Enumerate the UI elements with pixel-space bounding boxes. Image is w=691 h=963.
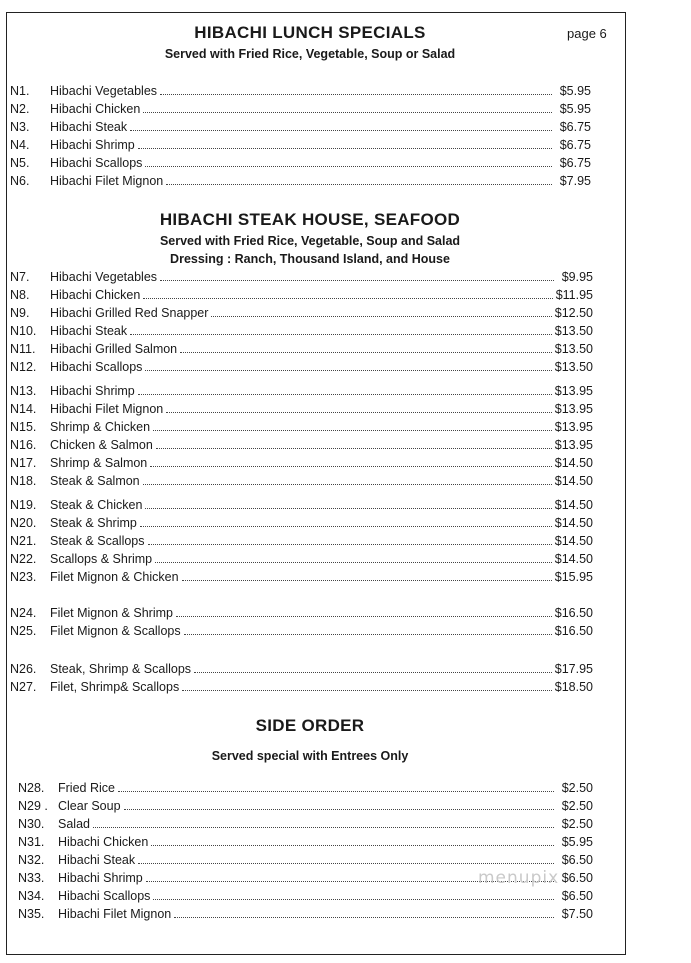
menu-item-price: $9.95 (561, 270, 593, 284)
menu-item-price: $2.50 (561, 799, 593, 813)
menu-item-price: $5.95 (559, 84, 591, 98)
menu-item-name: Hibachi Scallops (50, 360, 143, 374)
dot-leader (160, 84, 552, 95)
menu-item-code: N32. (18, 853, 45, 867)
menu-item-code: N8. (10, 288, 30, 302)
menu-item-code: N20. (10, 516, 37, 530)
menu-item-price: $14.50 (554, 534, 593, 548)
menu-item-row (10, 420, 593, 436)
menu-item-code: N28. (18, 781, 45, 795)
menu-item-name: Shrimp & Salmon (50, 456, 148, 470)
menu-item-code: N2. (10, 102, 30, 116)
menu-item-name: Hibachi Filet Mignon (50, 402, 164, 416)
menu-item-name: Filet Mignon & Chicken (50, 570, 179, 584)
dot-leader (156, 438, 552, 449)
menu-item-name: Hibachi Scallops (58, 889, 151, 903)
menu-item-row (10, 84, 591, 100)
menu-item-name: Steak, Shrimp & Scallops (50, 662, 192, 676)
menu-item-name: Hibachi Vegetables (50, 270, 158, 284)
menu-item-row (18, 835, 593, 851)
menu-item-code: N30. (18, 817, 45, 831)
section-subtitle-dressing: Dressing : Ranch, Thousand Island, and House (170, 252, 450, 266)
menu-item-price: $13.95 (554, 384, 593, 398)
menu-item-name: Hibachi Chicken (50, 102, 141, 116)
dot-leader (151, 835, 554, 846)
dot-leader (166, 402, 552, 413)
dot-leader (140, 516, 552, 527)
menu-item-code: N22. (10, 552, 37, 566)
section-title-steak-house-seafood: HIBACHI STEAK HOUSE, SEAFOOD (159, 210, 461, 229)
menu-item-row (10, 474, 593, 490)
menu-item-name: Steak & Chicken (50, 498, 143, 512)
menu-item-name: Filet, Shrimp& Scallops (50, 680, 180, 694)
dot-leader (145, 498, 551, 509)
menu-item-name: Hibachi Shrimp (50, 384, 135, 398)
section-subtitle: Served with Fried Rice, Vegetable, Soup and Salad (159, 234, 461, 248)
menu-item-row (10, 174, 591, 190)
menu-item-row (10, 552, 593, 568)
menu-item-row (10, 498, 593, 514)
menu-item-code: N31. (18, 835, 45, 849)
menu-item-price: $14.50 (554, 498, 593, 512)
menu-item-name: Hibachi Vegetables (50, 84, 158, 98)
menu-item-code: N9. (10, 306, 30, 320)
menu-item-price: $13.95 (554, 420, 593, 434)
menu-item-row (18, 817, 593, 833)
dot-leader (182, 680, 552, 691)
menu-item-code: N33. (18, 871, 45, 885)
menu-item-name: Hibachi Shrimp (58, 871, 143, 885)
dot-leader (160, 270, 554, 281)
menu-item-code: N13. (10, 384, 37, 398)
menu-item-name: Hibachi Steak (58, 853, 136, 867)
dot-leader (150, 456, 552, 467)
section-subtitle: Served with Fried Rice, Vegetable, Soup or Salad (164, 47, 456, 61)
menu-item-code: N10. (10, 324, 37, 338)
menu-item-name: Hibachi Scallops (50, 156, 143, 170)
menu-item-name: Shrimp & Chicken (50, 420, 151, 434)
menu-item-code: N26. (10, 662, 37, 676)
menu-item-name: Hibachi Filet Mignon (58, 907, 172, 921)
menu-item-name: Fried Rice (58, 781, 115, 795)
menu-item-price: $17.95 (554, 662, 593, 676)
menu-item-code: N4. (10, 138, 30, 152)
menu-item-row (10, 102, 591, 118)
menu-item-name: Hibachi Chicken (58, 835, 149, 849)
page-number: page 6 (567, 26, 607, 41)
menu-item-name: Steak & Shrimp (50, 516, 137, 530)
menu-item-row (10, 624, 593, 640)
dot-leader (155, 552, 552, 563)
dot-leader (138, 138, 552, 149)
menu-item-code: N35. (18, 907, 45, 921)
menu-item-code: N3. (10, 120, 30, 134)
menu-item-price: $7.50 (561, 907, 593, 921)
dot-leader (176, 606, 552, 617)
menu-item-price: $5.95 (559, 102, 591, 116)
menu-item-name: Hibachi Grilled Salmon (50, 342, 178, 356)
dot-leader (153, 420, 552, 431)
menu-item-row (10, 342, 593, 358)
menu-item-code: N7. (10, 270, 30, 284)
menu-item-name: Hibachi Steak (50, 120, 128, 134)
dot-leader (184, 624, 552, 635)
menu-item-price: $13.50 (554, 360, 593, 374)
menu-item-code: N15. (10, 420, 37, 434)
menu-item-price: $7.95 (559, 174, 591, 188)
menu-item-price: $12.50 (554, 306, 593, 320)
menu-item-row (10, 680, 593, 696)
menu-item-name: Hibachi Steak (50, 324, 128, 338)
menu-item-row (10, 662, 593, 678)
menu-item-price: $14.50 (554, 474, 593, 488)
menu-item-name: Steak & Scallops (50, 534, 145, 548)
dot-leader (153, 889, 554, 900)
menu-item-code: N34. (18, 889, 45, 903)
menu-item-price: $14.50 (554, 552, 593, 566)
menu-item-code: N21. (10, 534, 37, 548)
menu-item-price: $14.50 (554, 516, 593, 530)
menu-item-row (18, 907, 593, 923)
menu-item-code: N5. (10, 156, 30, 170)
menu-item-price: $6.50 (561, 871, 593, 885)
menu-item-row (10, 570, 593, 586)
menu-item-price: $16.50 (554, 624, 593, 638)
menu-item-price: $14.50 (554, 456, 593, 470)
menu-item-price: $6.75 (559, 156, 591, 170)
dot-leader (145, 360, 551, 371)
dot-leader (148, 534, 552, 545)
dot-leader (143, 474, 552, 485)
dot-leader (143, 102, 552, 113)
menu-item-price: $18.50 (554, 680, 593, 694)
menu-item-row (18, 799, 593, 815)
menu-item-row (18, 781, 593, 797)
dot-leader (138, 384, 552, 395)
dot-leader (145, 156, 552, 167)
menu-item-row (10, 456, 593, 472)
menu-item-code: N14. (10, 402, 37, 416)
menu-item-code: N19. (10, 498, 37, 512)
menu-item-price: $11.95 (555, 288, 593, 302)
dot-leader (194, 662, 552, 673)
menu-item-code: N16. (10, 438, 37, 452)
menu-item-price: $2.50 (561, 781, 593, 795)
menu-item-code: N29 . (18, 799, 48, 813)
menu-item-code: N17. (10, 456, 37, 470)
dot-leader (124, 799, 554, 810)
menu-item-code: N27. (10, 680, 37, 694)
menu-item-row (10, 438, 593, 454)
menu-item-name: Hibachi Filet Mignon (50, 174, 164, 188)
menu-item-price: $6.75 (559, 120, 591, 134)
menu-item-row (10, 516, 593, 532)
menu-item-price: $16.50 (554, 606, 593, 620)
section-subtitle: Served special with Entrees Only (211, 749, 409, 763)
menu-item-code: N24. (10, 606, 37, 620)
menu-item-name: Steak & Salmon (50, 474, 140, 488)
menu-item-code: N25. (10, 624, 37, 638)
menu-item-name: Hibachi Shrimp (50, 138, 135, 152)
menu-item-price: $13.50 (554, 342, 593, 356)
menu-item-code: N18. (10, 474, 37, 488)
section-title-lunch-specials: HIBACHI LUNCH SPECIALS (194, 23, 426, 42)
menu-item-row (10, 402, 593, 418)
menu-item-name: Filet Mignon & Scallops (50, 624, 181, 638)
dot-leader (211, 306, 551, 317)
dot-leader (138, 853, 554, 864)
dot-leader (93, 817, 554, 828)
dot-leader (174, 907, 554, 918)
menu-item-row (10, 360, 593, 376)
section-title-side-order: SIDE ORDER (255, 716, 365, 735)
menu-item-row (10, 156, 591, 172)
dot-leader (166, 174, 552, 185)
menu-item-name: Clear Soup (58, 799, 121, 813)
menu-item-row (18, 889, 593, 905)
watermark-logo: menupix (478, 868, 560, 888)
menu-item-name: Scallops & Shrimp (50, 552, 153, 566)
menu-item-code: N12. (10, 360, 37, 374)
menu-item-price: $5.95 (561, 835, 593, 849)
menu-item-row (18, 853, 593, 869)
menu-item-row (10, 324, 593, 340)
menu-item-row (10, 138, 591, 154)
menu-item-row (10, 288, 593, 304)
menu-item-name: Hibachi Chicken (50, 288, 141, 302)
menu-item-name: Filet Mignon & Shrimp (50, 606, 173, 620)
menu-item-row (10, 384, 593, 400)
dot-leader (118, 781, 554, 792)
menu-item-price: $13.95 (554, 438, 593, 452)
menu-item-row (10, 270, 593, 286)
menu-item-row (10, 306, 593, 322)
menu-item-price: $13.50 (554, 324, 593, 338)
menu-item-code: N23. (10, 570, 37, 584)
dot-leader (130, 324, 552, 335)
menu-item-price: $2.50 (561, 817, 593, 831)
menu-item-code: N6. (10, 174, 30, 188)
menu-item-price: $15.95 (554, 570, 593, 584)
menu-item-name: Hibachi Grilled Red Snapper (50, 306, 209, 320)
menu-item-price: $6.50 (561, 853, 593, 867)
menu-item-price: $6.50 (561, 889, 593, 903)
dot-leader (143, 288, 552, 299)
menu-item-row (10, 120, 591, 136)
menu-item-row (10, 534, 593, 550)
menu-item-row (10, 606, 593, 622)
menu-item-name: Salad (58, 817, 90, 831)
menu-item-name: Chicken & Salmon (50, 438, 153, 452)
dot-leader (182, 570, 552, 581)
dot-leader (180, 342, 552, 353)
menu-item-code: N11. (10, 342, 36, 356)
dot-leader (130, 120, 552, 131)
menu-item-price: $13.95 (554, 402, 593, 416)
menu-item-price: $6.75 (559, 138, 591, 152)
menu-item-code: N1. (10, 84, 30, 98)
